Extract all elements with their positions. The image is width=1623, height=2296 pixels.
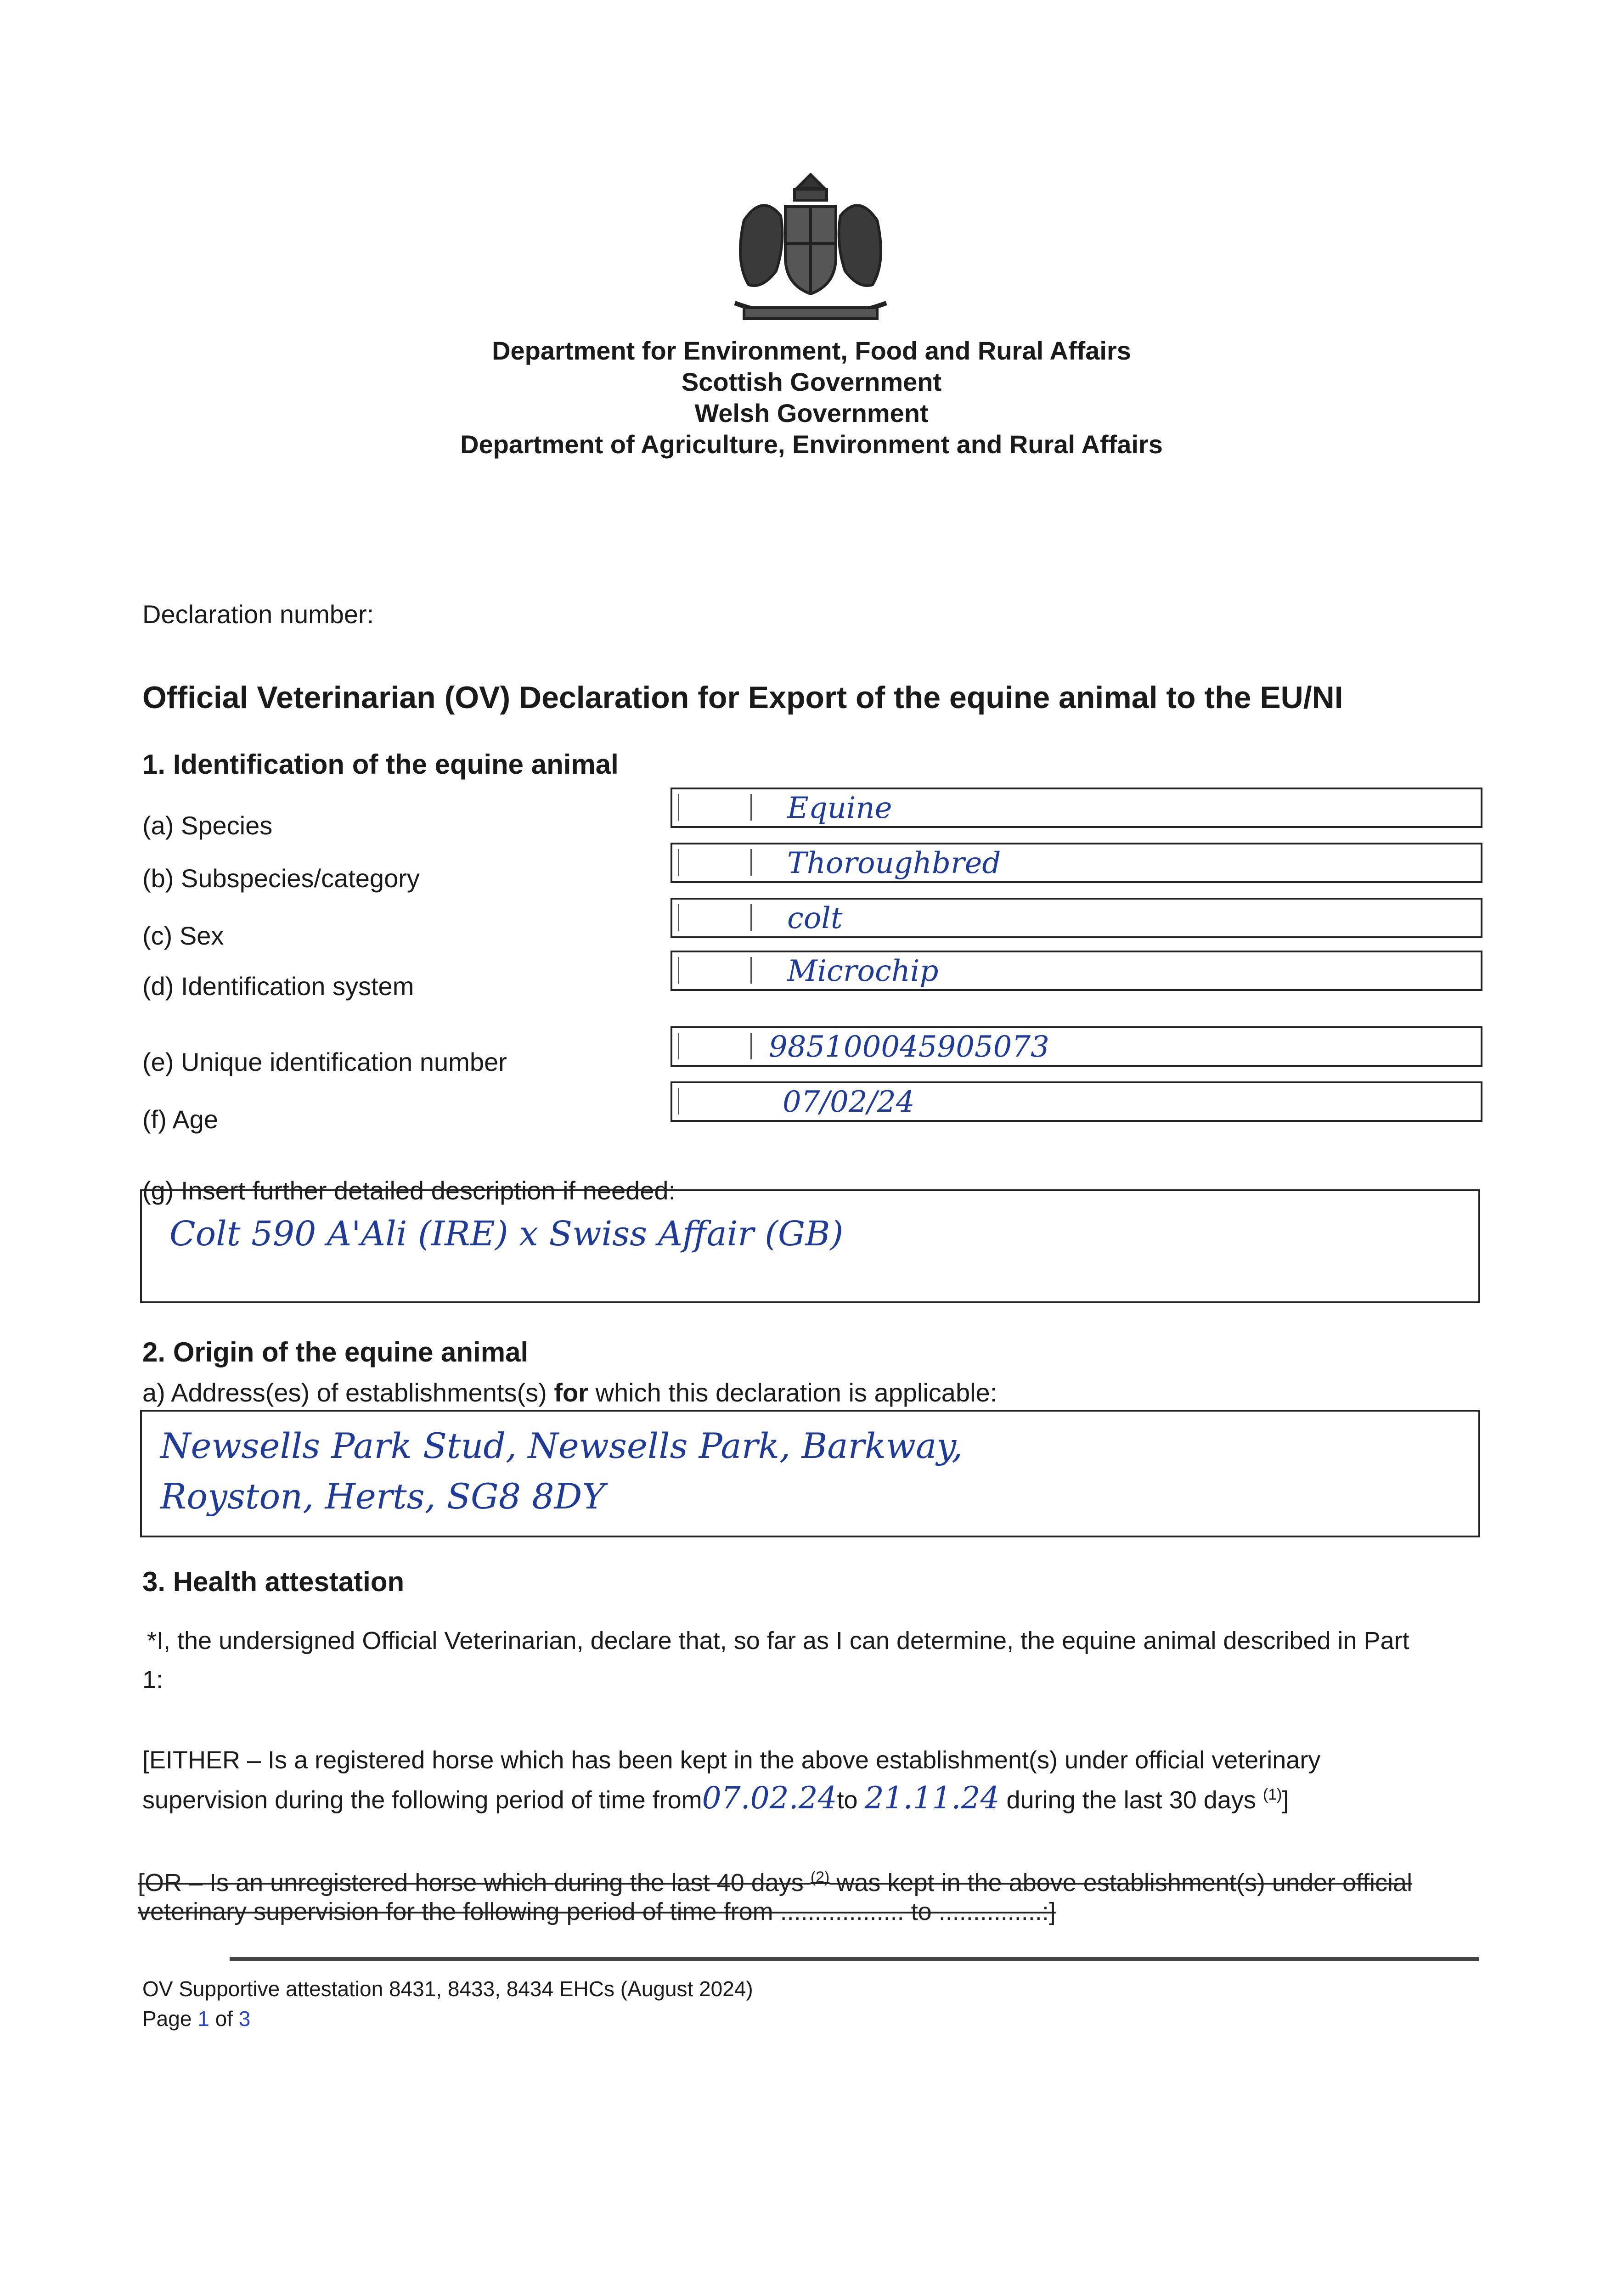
further-description-value: Colt 590 A'Ali (IRE) x Swiss Affair (GB) bbox=[169, 1214, 844, 1254]
either-clause-line2: supervision during the following period of time from07.02.24to 21.11.24 during the last 30 days $^{(1)}$] bbox=[142, 1780, 1289, 1816]
unique-id-value: 985100045905073 bbox=[769, 1030, 1049, 1064]
attestation-intro-line2: 1: bbox=[142, 1666, 163, 1694]
address-label: a) Address(es) of establishments(s) for which this declaration is applicable: bbox=[142, 1378, 997, 1407]
footer-divider bbox=[230, 1957, 1479, 1961]
address-line1: Newsells Park Stud, Newsells Park, Barkway, bbox=[160, 1425, 963, 1466]
either-clause-line1: [EITHER – Is a registered horse which has been kept in the above establishment(s) under official veterinary bbox=[142, 1746, 1321, 1774]
species-value: Equine bbox=[787, 791, 892, 825]
footer-attestation: OV Supportive attestation 8431, 8433, 8434 EHCs (August 2024) bbox=[142, 1977, 753, 2001]
sex-value: colt bbox=[787, 901, 843, 935]
section1-heading: 1. Identification of the equine animal bbox=[142, 749, 619, 780]
unique-id-field[interactable] bbox=[671, 1026, 1482, 1067]
identification-system-value: Microchip bbox=[787, 954, 939, 988]
page-title: Official Veterinarian (OV) Declaration for Export of the equine animal to the EU/NI bbox=[142, 680, 1343, 715]
sex-label: (c) Sex bbox=[142, 921, 224, 950]
section3-heading: 3. Health attestation bbox=[142, 1566, 405, 1597]
age-field[interactable] bbox=[671, 1081, 1482, 1122]
age-value: 07/02/24 bbox=[783, 1085, 915, 1119]
address-field[interactable] bbox=[140, 1410, 1480, 1537]
species-label: (a) Species bbox=[142, 811, 273, 840]
address-line2: Royston, Herts, SG8 8DY bbox=[160, 1476, 605, 1517]
or-clause-line2: veterinary supervision for the following period of time from .................. to ...............:] bbox=[138, 1898, 1056, 1925]
section2-heading: 2. Origin of the equine animal bbox=[142, 1337, 529, 1367]
subspecies-value: Thoroughbred bbox=[787, 846, 1001, 880]
sex-field[interactable] bbox=[671, 898, 1482, 938]
further-description-field[interactable] bbox=[140, 1189, 1480, 1303]
royal-coat-of-arms-logo bbox=[716, 165, 905, 326]
identification-system-label: (d) Identification system bbox=[142, 972, 414, 1001]
identification-system-field[interactable] bbox=[671, 951, 1482, 991]
agency-welsh-government: Welsh Government bbox=[694, 399, 929, 428]
unique-id-label: (e) Unique identification number bbox=[142, 1047, 507, 1076]
attestation-intro-line1: *I, the undersigned Official Veterinarian, declare that, so far as I can determine, the equine animal described in Part bbox=[147, 1627, 1409, 1654]
agency-defra: Department for Environment, Food and Rural Affairs bbox=[492, 336, 1131, 365]
or-clause-line1: [OR – Is an unregistered horse which during the last 40 days $^{(2)}$ was kept in the above establishment(s) under official bbox=[138, 1868, 1413, 1896]
species-field[interactable] bbox=[671, 788, 1482, 828]
subspecies-label: (b) Subspecies/category bbox=[142, 864, 420, 893]
age-label: (f) Age bbox=[142, 1105, 218, 1134]
either-from-date: 07.02.24 bbox=[702, 1780, 837, 1816]
either-to-date: 21.11.24 bbox=[864, 1780, 1000, 1816]
page-number: Page 1 of 3 bbox=[142, 2007, 251, 2031]
agency-daera: Department of Agriculture, Environment and Rural Affairs bbox=[460, 430, 1163, 459]
agency-scottish-government: Scottish Government bbox=[681, 367, 942, 396]
declaration-number-label: Declaration number: bbox=[142, 600, 374, 629]
further-description-label: (g) Insert further detailed description if needed: bbox=[142, 1176, 676, 1205]
subspecies-field[interactable] bbox=[671, 843, 1482, 883]
